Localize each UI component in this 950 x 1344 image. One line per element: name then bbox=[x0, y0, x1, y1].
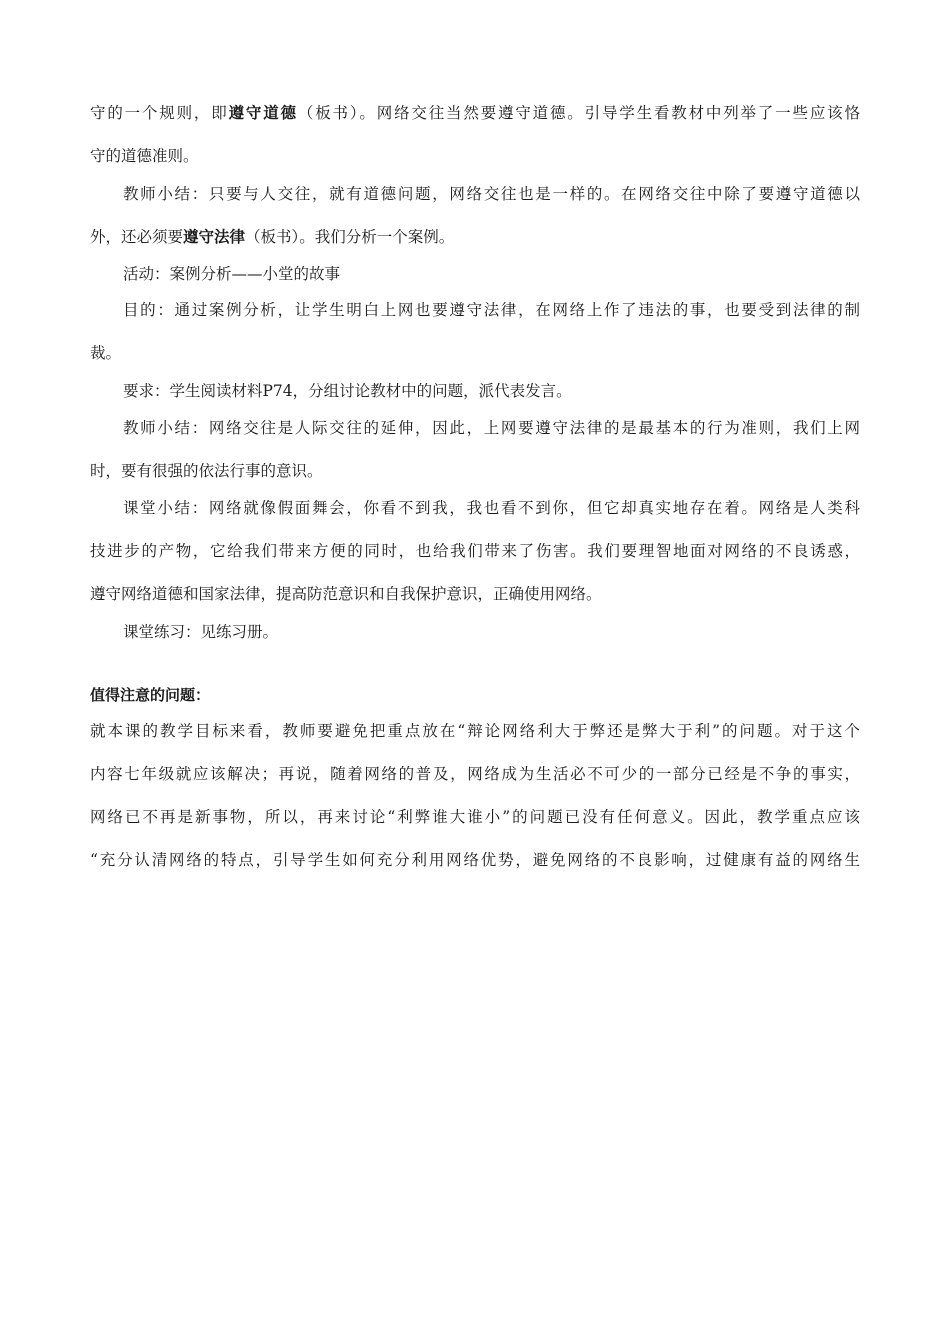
paragraph-line bbox=[90, 227, 454, 247]
paragraph-line: 教师小结：只要与人交往，就有道德问题，网络交往也是一样的。在网络交往中除了要遵守道德以 bbox=[123, 185, 860, 203]
purpose-line: 目的：通过案例分析，让学生明白上网也要遵守法律，在网络上作了违法的事，也要受到法律的制 bbox=[123, 301, 860, 319]
text-run: 外，还必须要 bbox=[90, 228, 184, 246]
requirement-line: 要求：学生阅读材料P74，分组讨论教材中的问题，派代表发言。 bbox=[123, 382, 572, 400]
class-summary-line: 课堂小结：网络就像假面舞会，你看不到我，我也看不到你，但它却真实地存在着。网络是人类科 bbox=[123, 499, 860, 517]
class-summary-line: 技进步的产物，它给我们带来方便的同时，也给我们带来了伤害。我们要理智地面对网络的不良诱惑， bbox=[90, 542, 860, 560]
notes-line: 网络已不再是新事物，所以，再来讨论“利弊谁大谁小”的问题已没有任何意义。因此，教学重点应该 bbox=[90, 808, 860, 826]
exercise-line: 课堂练习：见练习册。 bbox=[123, 623, 279, 641]
paragraph-line bbox=[90, 103, 860, 123]
class-summary-line: 遵守网络道德和国家法律，提高防范意识和自我保护意识，正确使用网络。 bbox=[90, 585, 602, 603]
text-run: （板书）。网络交往当然要遵守道德。引导学生看教材中列举了一些应该恪 bbox=[297, 104, 860, 122]
paragraph-line: 守的道德准则。 bbox=[90, 147, 199, 165]
notes-line: “充分认清网络的特点，引导学生如何充分利用网络优势，避免网络的不良影响，过健康有益的网络生 bbox=[90, 851, 860, 869]
bold-term-law: 遵守法律 bbox=[183, 228, 246, 246]
notes-heading: 值得注意的问题： bbox=[90, 686, 211, 704]
notes-line: 内容七年级就应该解决；再说，随着网络的普及，网络成为生活必不可少的一部分已经是不争的事实， bbox=[90, 765, 860, 783]
notes-line: 就本课的教学目标来看，教师要避免把重点放在“辩论网络利大于弊还是弊大于利”的问题。对于这个 bbox=[90, 722, 860, 740]
teacher-summary-line: 时，要有很强的依法行事的意识。 bbox=[90, 462, 323, 480]
bold-term-moral: 遵守道德 bbox=[228, 104, 298, 122]
text-run: 守的一个规则，即 bbox=[90, 104, 229, 122]
teacher-summary-line: 教师小结：网络交往是人际交往的延伸，因此，上网要遵守法律的是最基本的行为准则，我们上网 bbox=[123, 419, 860, 437]
text-run: （板书）。我们分析一个案例。 bbox=[245, 228, 455, 246]
purpose-line: 裁。 bbox=[90, 344, 122, 362]
activity-line: 活动：案例分析——小堂的故事 bbox=[123, 265, 341, 283]
